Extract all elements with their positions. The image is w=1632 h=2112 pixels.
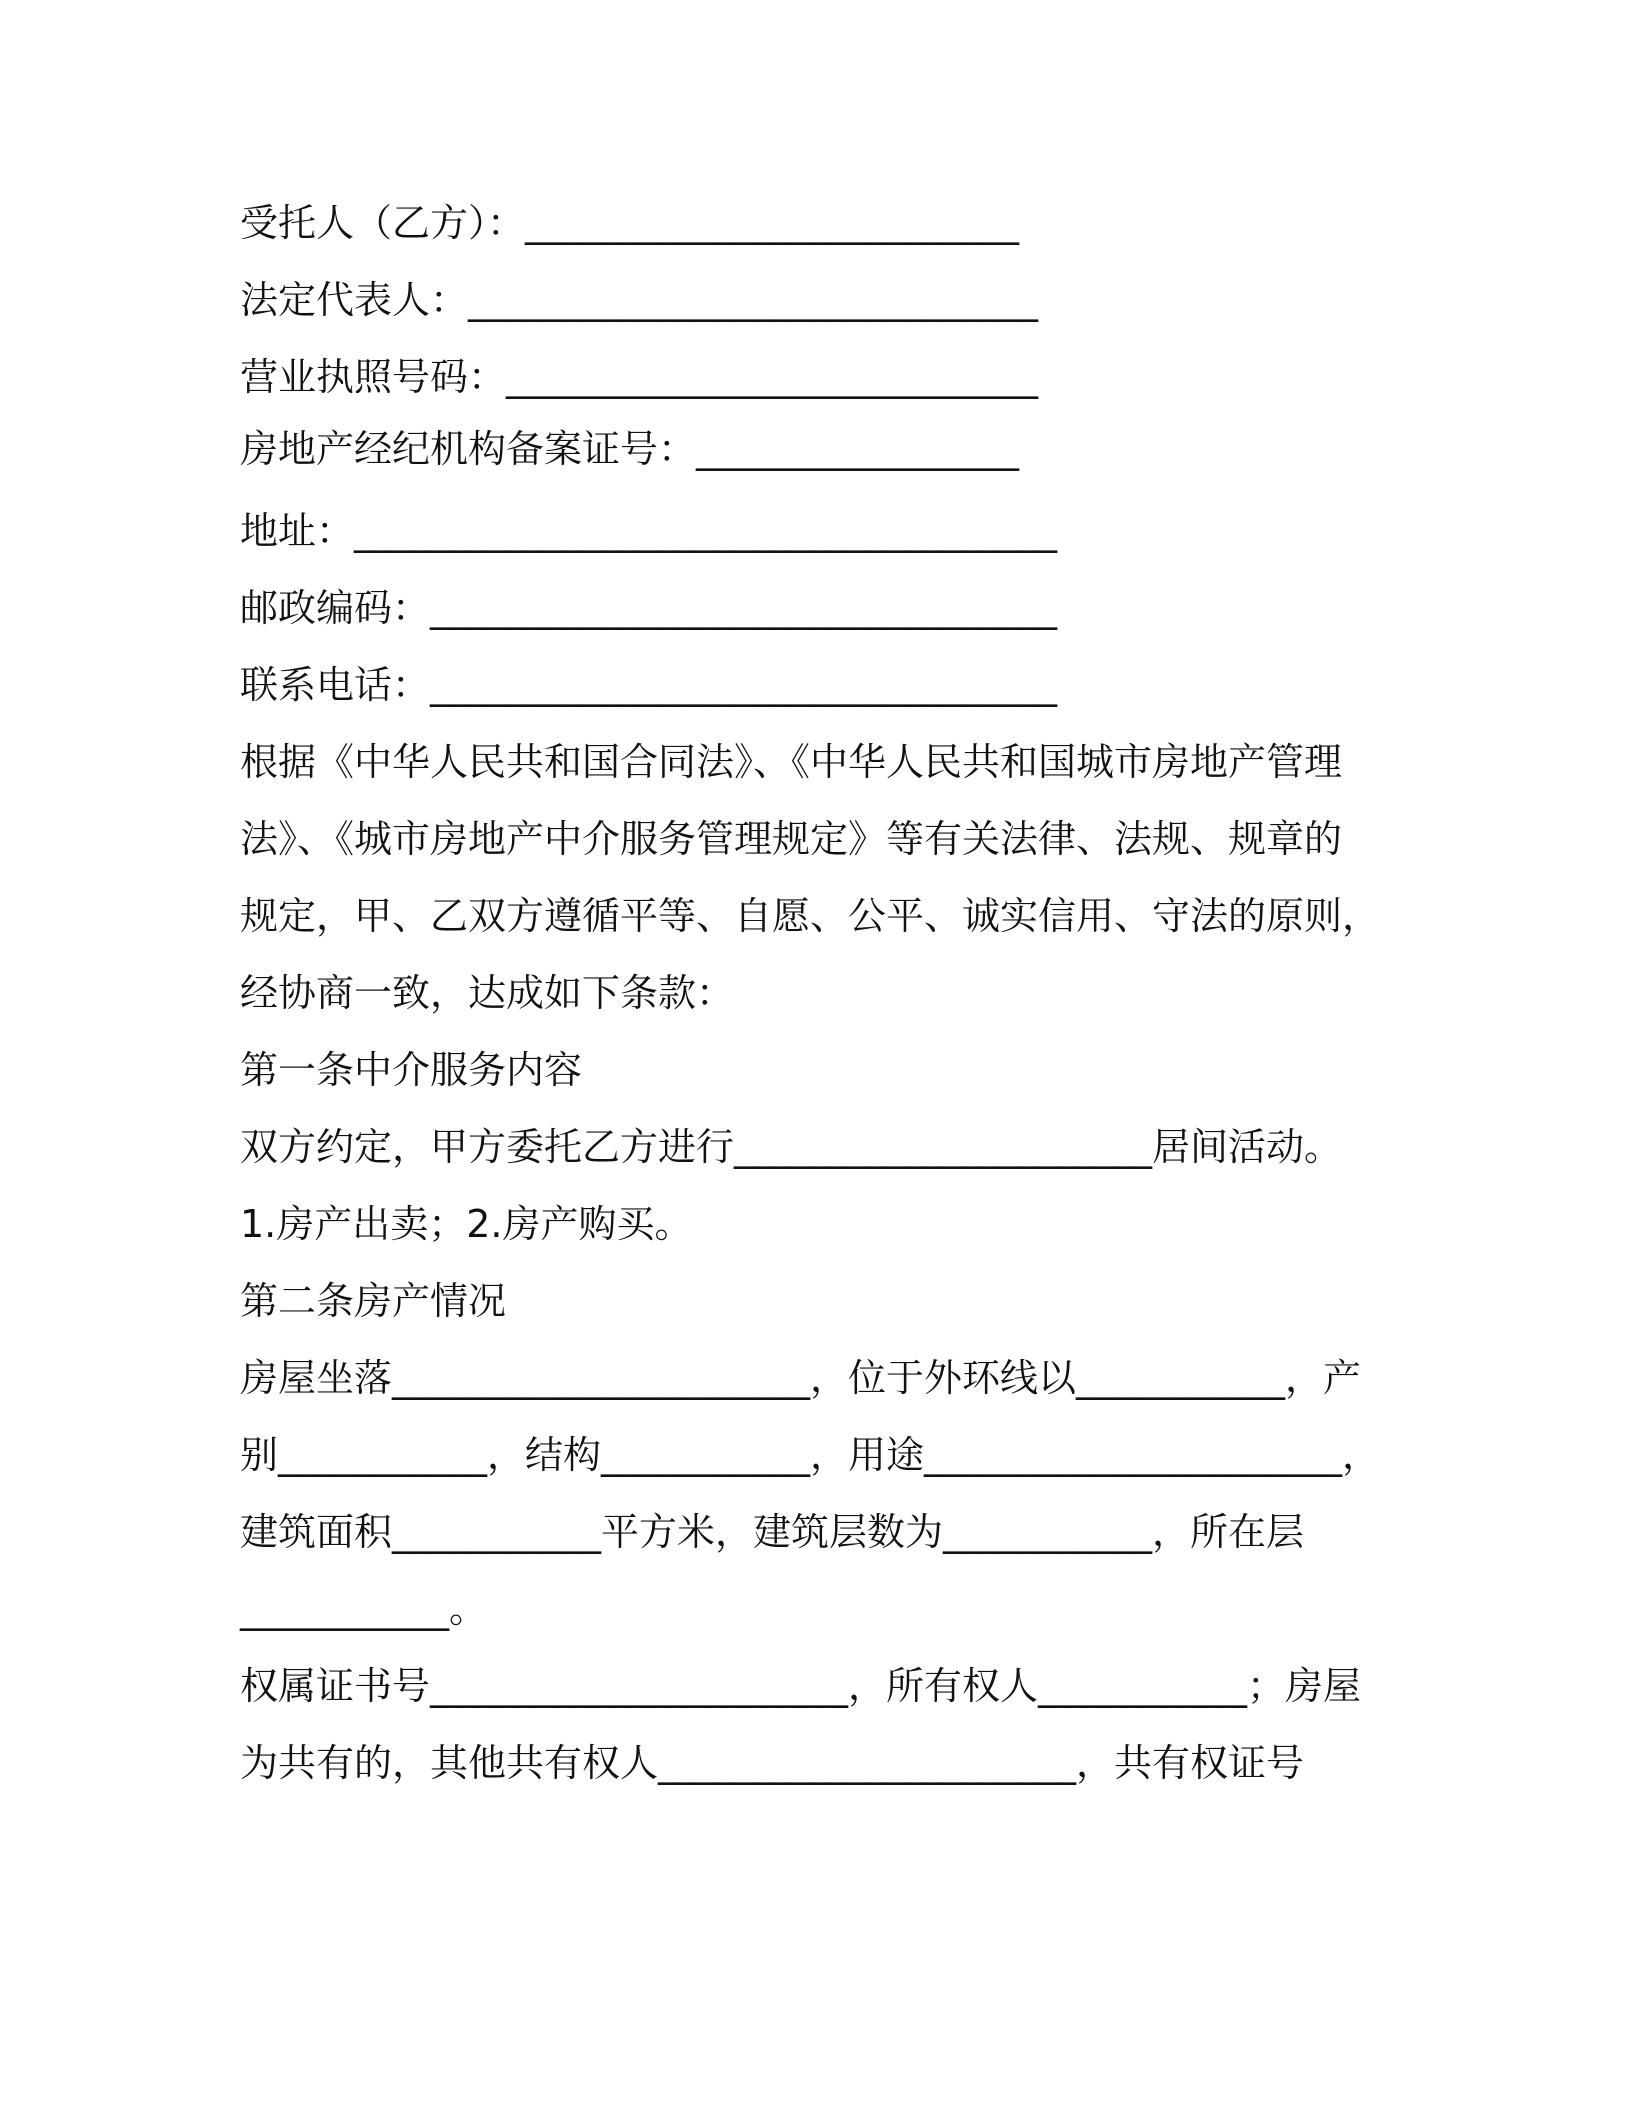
article-1-options: 1.房产出卖；2.房产购买。 [240,1202,693,1246]
trustee-party-b-line: 受托人（乙方）：__________________________ [240,201,1020,245]
property-line-4: ___________。 [240,1587,488,1631]
preamble-line-1: 根据《中华人民共和国合同法》、《中华人民共和国城市房地产管理 [240,740,1343,784]
property-line-2: 别___________，结构___________，用途______________________， [240,1433,1381,1477]
preamble-line-2: 法》、《城市房地产中介服务管理规定》等有关法律、法规、规章的 [240,817,1343,861]
property-line-1: 房屋坐落______________________，位于外环线以___________，产 [240,1356,1362,1400]
address-line: 地址：_____________________________________ [240,509,1058,553]
postal-code-line: 邮政编码：_________________________________ [240,586,1058,630]
legal-representative-line: 法定代表人：______________________________ [240,278,1039,322]
article-2-heading: 第二条房产情况 [240,1279,507,1323]
article-1-content: 双方约定，甲方委托乙方进行______________________居间活动。 [240,1125,1343,1169]
phone-line: 联系电话：_________________________________ [240,663,1058,707]
title-certificate-line-1: 权属证书号______________________，所有权人___________；房屋 [240,1664,1362,1708]
business-license-line: 营业执照号码：____________________________ [240,355,1039,399]
preamble-line-4: 经协商一致，达成如下条款： [240,971,735,1015]
article-1-heading: 第一条中介服务内容 [240,1048,583,1092]
title-certificate-line-2: 为共有的，其他共有权人______________________，共有权证号 [240,1741,1305,1785]
agency-record-number-line: 房地产经纪机构备案证号：_________________ [240,427,1020,471]
preamble-line-3: 规定，甲、乙双方遵循平等、自愿、公平、诚实信用、守法的原则， [240,894,1381,938]
property-line-3: 建筑面积___________平方米，建筑层数为___________，所在层 [240,1510,1305,1554]
